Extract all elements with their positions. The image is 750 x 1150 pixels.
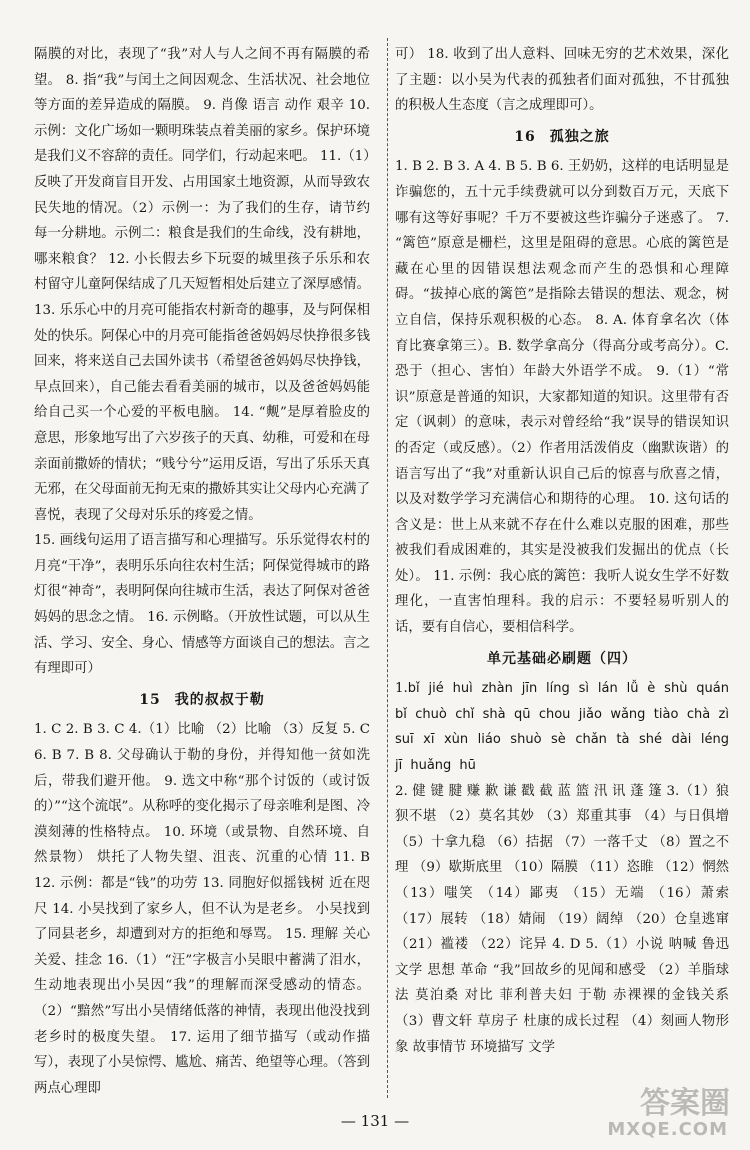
watermark-url: MXQE.COM	[607, 1119, 728, 1140]
right-column	[395, 42, 729, 1060]
answer-paragraph: 2. 健 键 腱 赚 歉 谦 戳 截 蓝 篮 汛 讯 蓬 篷 3.（1）狼狈不堪 （2）莫名其妙 （3）郑重其事 （4）与日俱增 （5）十拿九稳 （6）拮据 （7）一落千丈 （8）置之不理 （9）歇斯底里 （10）隔膜 （11）恣睢 （12）惘然 （13）嗤笑 （14）鄙夷 （15）无端 （16）萧索 （17）展转 （18）婧闹 （19）阔绰 （20）仓皇逃窜 （21）褴褛 （22）诧异 4. D 5.（1）小说 呐喊 鲁迅 文学 思想 革命 “我”回故乡的见闻和感受 （2）羊脂球 法 莫泊桑 对比 菲利普夫妇 于勒 赤裸裸的金钱关系 （3）曹文轩 草房子 杜康的成长过程 （4）刻画人物形象 故事情节 环境描写 文学	[395, 783, 729, 1055]
watermark-logo	[604, 1078, 732, 1140]
answer-paragraph: 15. 画线句运用了语言描写和心理描写。乐乐觉得农村的月亮“干净”，表明乐乐向往农村生活；阿保觉得城市的路灯很“神奇”，表明阿保向往城市生活，表达了阿保对爸爸妈妈的思念之情。 16. 示例略。（开放性试题，可以从生活、学习、安全、身心、情感等方面谈自己的想法。言之有理即可）	[34, 533, 370, 677]
page-number: — 131 —	[340, 1112, 410, 1130]
section-heading-15	[34, 688, 370, 714]
answer-paragraph: 1. B 2. B 3. A 4. B 5. B 6. 王奶奶，这样的电话明显是诈骗您的，五十元手续费就可以分到数百万元，天底下哪有这等好事呢？千万不要被这些诈骗分子迷惑了。 7. “篱笆”原意是栅栏，这里是阻碍的意思。心底的篱笆是藏在心里的因错误想法观念而产生的恐惧和心理障碍。“拔掉心底的篱笆”是指除去错误的想法、观念，树立自信，保持乐观积极的心态。 8. A. 体育拿名次（体育比赛拿第三）。B. 数学拿高分（得高分或考高分）。C. 恐于（担心、害怕）年龄大外语学不成。 9.（1）“常识”原意是普通的知识，大家都知道的知识。这里带有否定（讽刺）的意味，表示对曾经给“我”误导的错误知识的否定（或反感）。（2）作者用活泼俏皮（幽默诙谐）的语言写出了“我”对重新认识自己后的惊喜与欣喜之情，以及对数学学习充满信心和期待的心理。 10. 这句话的含义是：世上从来就不存在什么难以克服的困难，那些被我们看成困难的，其实是没被我们发掘出的优点（长处）。 11. 示例：我心底的篱笆：我听人说女生学不好数理化，一直害怕理科。我的启示：不要轻易听别人的话，要有自信心，要相信科学。	[395, 159, 729, 636]
pinyin-answers	[395, 676, 729, 778]
watermark-text: 答案圈	[640, 1086, 730, 1121]
section-number: 16	[514, 128, 536, 145]
unit-exercise-heading: 单元基础必刷题（四）	[487, 650, 637, 667]
section-title: 孤独之旅	[549, 128, 610, 145]
question-number: 1.	[395, 681, 408, 697]
column-divider	[387, 38, 388, 1098]
left-column	[34, 42, 370, 1101]
answer-paragraph: 可） 18. 收到了出人意料、回味无穷的艺术效果，深化了主题：以小吴为代表的孤独者们面对孤独，不甘孤独的积极人生态度（言之成理即可）。	[395, 47, 729, 114]
section-number: 15	[139, 691, 161, 708]
section-heading-16	[395, 125, 729, 151]
answer-paragraph: 隔膜的对比，表现了“我”对人与人之间不再有隔膜的希望。 8. 指“我”与闰土之间因观念、生活状况、社会地位等方面的差异造成的隔膜。 9. 肖像 语言 动作 艰辛 10. 示例：文化广场如一颗明珠装点着美丽的家乡。保护环境是我们义不容辞的责任。同学们，行动起来吧。 11.（1）反映了开发商盲目开发、占用国家土地资源，从而导致农民失地的情况。（2）示例一：为了我们的生存，请节约每一分耕地。示例二：粮食是我们的生命线，没有耕地，哪来粮食？ 12. 小长假去乡下玩耍的城里孩子乐乐和农村留守儿童阿保结成了几天短暂相处后建立了深厚感情。 13. 乐乐心中的月亮可能指农村新奇的趣事，及与阿保相处的快乐。阿保心中的月亮可能指爸爸妈妈尽快挣很多钱回来，将来送自己去国外读书（希望爸爸妈妈尽快挣钱，早点回来），自己能去看看美丽的城市，以及爸爸妈妈能给自己买一个心爱的平板电脑。 14. “觍”是厚着脸皮的意思，形象地写出了六岁孩子的天真、幼稚，可爱和在母亲面前撒娇的情状；“贱兮兮”运用反语，写出了乐乐天真无邪，在父母面前无拘无束的撒娇其实让父母内心充满了喜悦，表现了父母对乐乐的疼爱之情。	[34, 47, 370, 523]
section-title: 我的叔叔于勒	[174, 691, 265, 708]
answer-paragraph: 1. C 2. B 3. C 4.（1）比喻 （2）比喻 （3）反复 5. C 6. B 7. B 8. 父母确认于勒的身份，并得知他一贫如洗后，带我们避开他。 9. 选文中称“那个讨饭的（或讨饭的）”“这个流氓”。从称呼的变化揭示了母亲唯利是图、冷漠刻薄的性格特点。 10. 环境（或景物、自然环境、自然景物） 烘托了人物失望、沮丧、沉重的心情 11. B 12. 示例：都是“钱”的功劳 13. 同胞好似摇钱树 近在咫尺 14. 小吴找到了家乡人，但不认为是老乡。 小吴找到了同县老乡，却遭到对方的拒绝和辱骂。 15. 理解 关心关爱、挂念 16.（1）“汪”字极言小吴眼中蓄满了泪水，生动地表现出小吴因“我”的理解而深受感动的情态。（2）“黯然”写出小吴情绪低落的神情，表现出他没找到老乡时的极度失望。 17. 运用了细节描写（或动作描写），表现了小吴惊愕、尴尬、痛苦、绝望等心理。（答到两点心理即	[34, 722, 370, 1096]
pinyin-line: bǐ jié huì zhàn jīn líng sì lán lǚ è shù quán bǐ chuò chǐ shà qū chou jiǎo wǎng tiào chà zì suī xī xùn liáo shuò sè chǎn tà shé dài léng jī huǎng hū	[395, 681, 729, 774]
